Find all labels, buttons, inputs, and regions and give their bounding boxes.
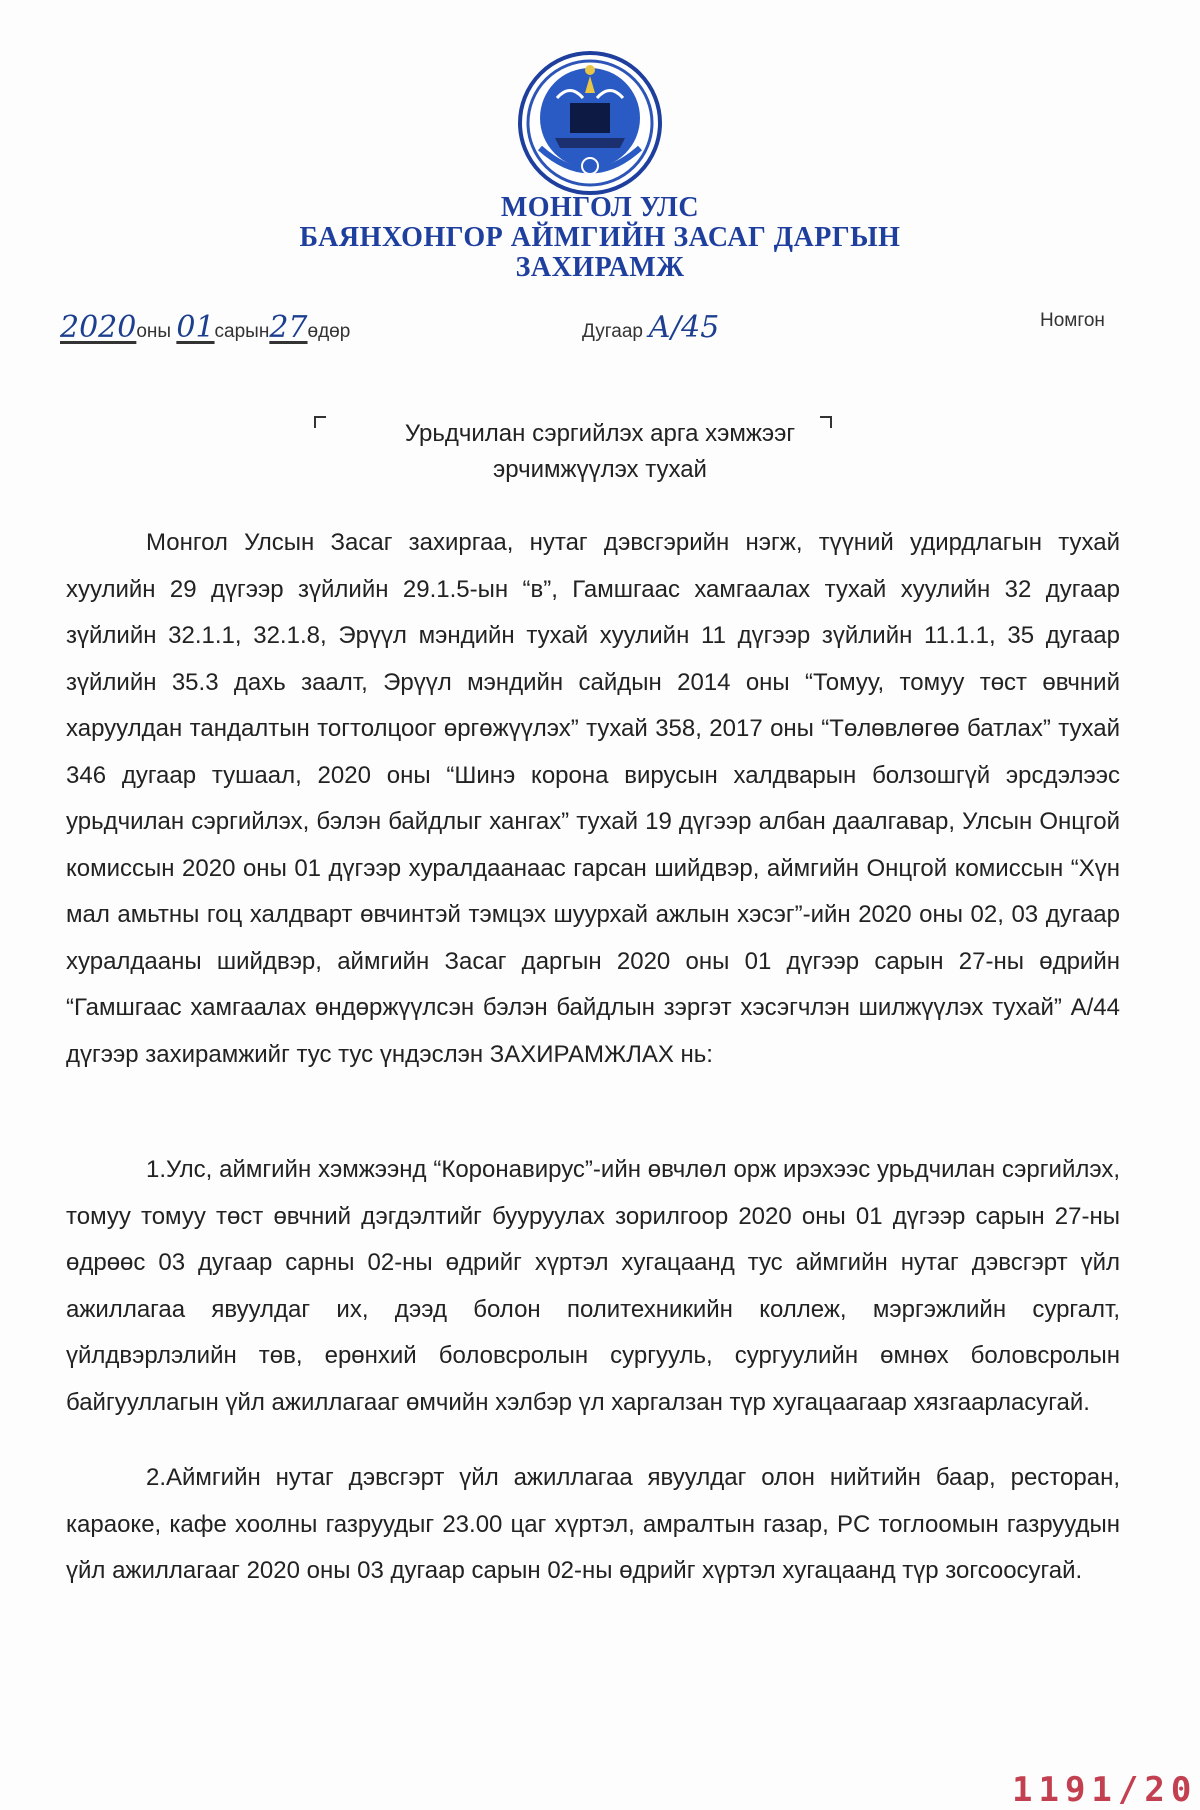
title-line-1: Урьдчилан сэргийлэх арга хэмжээг (404, 420, 796, 447)
date-year-suffix: оны (136, 321, 172, 342)
title-line-2: эрчимжүүлэх тухай (493, 456, 707, 483)
document-type: ЗАХИРАМЖ (515, 252, 685, 283)
date-day-suffix: өдөр (307, 321, 351, 342)
date-day: 27 (269, 310, 308, 345)
document-number (582, 310, 719, 345)
stamp-number: 1191/20 (1012, 1770, 1198, 1810)
date-month-suffix: сарын (214, 321, 270, 342)
paragraph-preamble: Монгол Улсын Засаг захиргаа, нутаг дэвсгэрийн нэгж, түүний удирдлагын тухай хуулийн 29 дүгээр зүйлийн 29.1.5-ын “в”, Гамшгаас хамгаалах тухай хуулийн 32 дугаар зүйлийн 32.1.1, 32.1.8, Эрүүл мэндийн тухай хуулийн 11 дүгээр зүйлийн 11.1.1, 35 дугаар зүйлийн 35.3 дахь заалт, Эрүүл мэндийн сайдын 2014 оны “Томуу, томуу төст өвчний харуулдан тандалтын тогтолцоог өргөжүүлэх” тухай 358, 2017 оны “Төлөвлөгөө батлах” тухай 346 дугаар тушаал, 2020 оны “Шинэ корона вирусын халдварын болзошгүй эрсдэлээс урьдчилан сэргийлэх, бэлэн байдлыг хангах” тухай 19 дүгээр албан даалгавар, Улсын Онцгой комиссын 2020 оны 01 дүгээр хуралдаанаас гарсан шийдвэр, аймгийн Онцгой комиссын “Хүн мал амьтны гоц халдварт өвчинтэй тэмцэх шуурхай ажлын хэсэг”-ийн 2020 оны 02, 03 дугаар хуралдааны шийдвэр, аймгийн Засаг даргын 2020 оны 01 дүгээр сарын 27-ны өдрийн “Гамшгаас хамгаалах өндөржүүлсэн бэлэн байдлын зэргэт хэсэгчлэн шилжүүлэх тухай” А/44 дүгээр захирамжийг тус тус үндэслэн ЗАХИРАМЖЛАХ нь: (66, 529, 1120, 1068)
paragraph-clause-2: 2.Аймгийн нутаг дэвсгэрт үйл ажиллагаа явуулдаг олон нийтийн баар, ресторан, караоке, кафе хоолны газруудыг 23.00 цаг хүртэл, амралтын газар, PC тоглоомын газруудын үйл ажиллагааг 2020 оны 03 дугаар сарын 02-ны өдрийг хүртэл хугацаанд түр зогсоосугай. (66, 1464, 1120, 1584)
country-name: МОНГОЛ УЛС (500, 192, 700, 223)
document-place: Номгон (1040, 310, 1105, 331)
state-emblem-icon (515, 48, 665, 198)
authority-name: БАЯНХОНГОР АЙМГИЙН ЗАСАГ ДАРГЫН (299, 222, 901, 253)
number-label: Дугаар (582, 321, 643, 342)
paragraph-clause-1: 1.Улс, аймгийн хэмжээнд “Коронавирус”-ийн өвчлөл орж ирэхээс урьдчилан сэргийлэх, томуу томуу төст өвчний дэгдэлтийг бууруулах зорилгоор 2020 оны 01 дүгээр сарын 27-ны өдрөөс 03 дугаар сарны 02-ны өдрийг хүртэл хугацаанд тус аймгийн нутаг дэвсгэрт үйл ажиллагаа явуулдаг их, дээд болон политехникийн коллеж, мэргэжлийн сургалт, үйлдвэрлэлийн төв, ерөнхий боловсролын сургууль, сургуулийн өмнөх боловсролын байгууллагын үйл ажиллагааг өмчийн хэлбэр үл харгалзан түр хугацаагаар хязгаарласугай. (66, 1156, 1120, 1416)
document-date (60, 310, 350, 345)
date-year: 2020 (60, 310, 137, 345)
number-value: А/45 (648, 310, 720, 345)
date-month: 01 (176, 310, 215, 345)
